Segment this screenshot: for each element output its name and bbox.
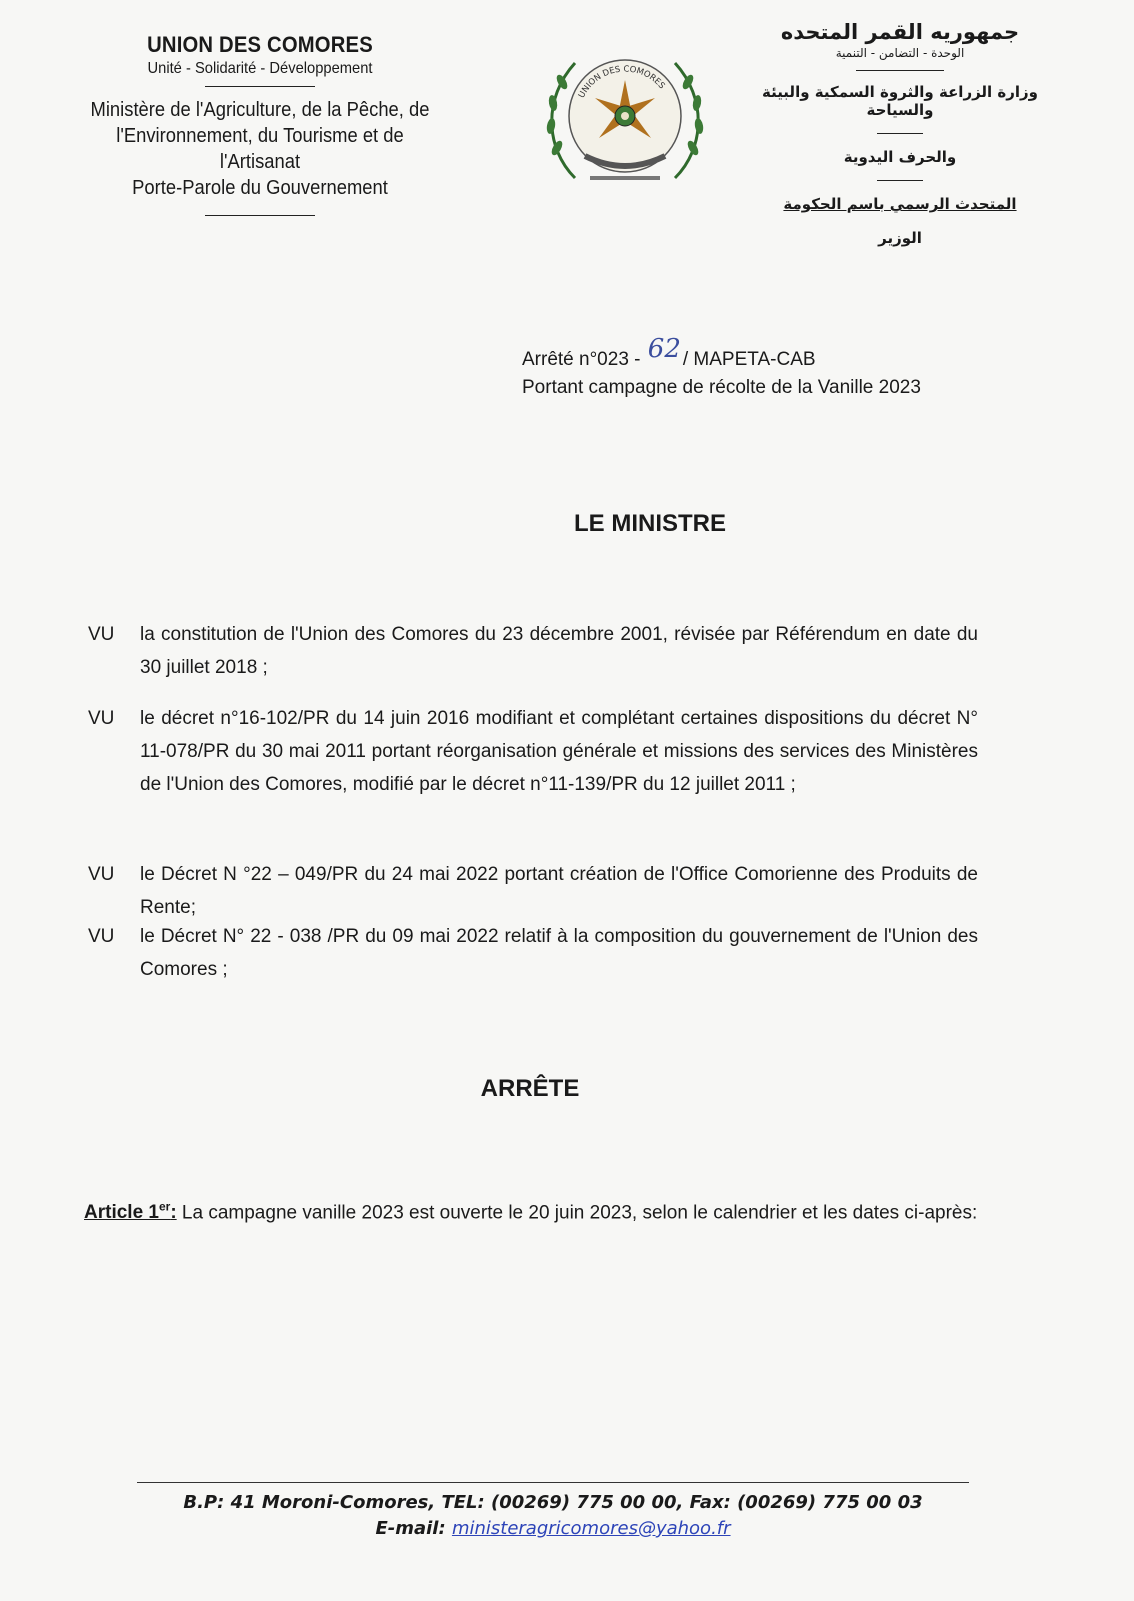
visa-paragraph [88, 920, 978, 986]
article-text: La campagne vanille 2023 est ouverte le 20 juin 2023, selon le calendrier et les dates ci-après: [176, 1202, 978, 1224]
handwritten-number: 62 [647, 334, 681, 364]
header-divider [877, 180, 923, 181]
arabic-crafts: والحرف اليدوية [843, 148, 957, 166]
article-label: Article 1er: [84, 1200, 177, 1224]
heading-minister: LE MINISTRE [573, 510, 726, 537]
decree-reference [522, 334, 982, 402]
visa-paragraph [88, 858, 978, 924]
visa-text: le décret n°16-102/PR du 14 juin 2016 modifiant et complétant certaines dispositions du décret N° 11-078/PR du 30 mai 2011 portant réorganisation générale et missions des services des Ministères de l'Union des Comores, modifié par le décret n°11-139/PR du 12 juillet 2011 ; [140, 708, 978, 795]
country-name: UNION DES COMORES [147, 32, 373, 57]
national-motto: Unité - Solidarité - Développement [147, 60, 373, 77]
decree-prefix: Arrêté n°023 - [522, 349, 646, 370]
visa-paragraph [88, 702, 978, 801]
footer-email-line [137, 1516, 969, 1542]
visa-label: VU [88, 708, 115, 729]
visa-text: le Décret N° 22 - 038 /PR du 09 mai 2022 relatif à la composition du gouvernement de l'Union des Comores ; [140, 926, 978, 980]
national-seal-icon [535, 38, 715, 203]
visa-label: VU [88, 864, 115, 885]
footer-contact [137, 1490, 969, 1542]
seal-text: UNION DES COMORES [576, 64, 667, 100]
arabic-ministry: وزارة الزراعة والثروة السمكية والبيئة والسياحة [761, 83, 1039, 119]
heading-arrete: ARRÊTE [480, 1075, 580, 1102]
header-left [60, 30, 460, 216]
header-divider [205, 215, 315, 216]
ministry-line-1: Ministère de l'Agriculture, de la Pêche, de [90, 99, 430, 121]
footer-divider [137, 1482, 969, 1483]
decree-suffix: / MAPETA-CAB [682, 349, 816, 370]
visa-label: VU [88, 926, 115, 947]
article-1 [84, 1192, 978, 1228]
arabic-spokesperson: المتحدث الرسمي باسم الحكومة [783, 195, 1017, 213]
arabic-minister: الوزير [878, 229, 922, 247]
ministry-line-2: l'Environnement, du Tourisme et de l'Artisanat [116, 125, 404, 173]
arabic-country-name: جمهوريه القمر المتحده [780, 20, 1020, 44]
header-divider [877, 133, 923, 134]
decree-number [522, 334, 982, 374]
footer-address: B.P: 41 Moroni-Comores, TEL: (00269) 775 00 00, Fax: (00269) 775 00 03 [183, 1492, 923, 1513]
email-link[interactable]: ministeragricomores@yahoo.fr [451, 1518, 731, 1539]
visa-paragraph [88, 618, 978, 684]
visa-text: la constitution de l'Union des Comores du 23 décembre 2001, révisée par Référendum en date du 30 juillet 2018 ; [140, 624, 978, 678]
email-label: E-mail: [375, 1518, 452, 1539]
header-divider [856, 70, 944, 71]
arabic-motto: الوحدة - التضامن - التنمية [835, 46, 965, 60]
header-divider [205, 86, 315, 87]
visa-label: VU [88, 624, 115, 645]
decree-subject: Portant campagne de récolte de la Vanille 2023 [522, 377, 921, 398]
header-right [740, 20, 1060, 247]
ministry-line-3: Porte-Parole du Gouvernement [132, 177, 388, 199]
visa-text: le Décret N °22 – 049/PR du 24 mai 2022 portant création de l'Office Comorienne des Produits de Rente; [140, 864, 978, 918]
